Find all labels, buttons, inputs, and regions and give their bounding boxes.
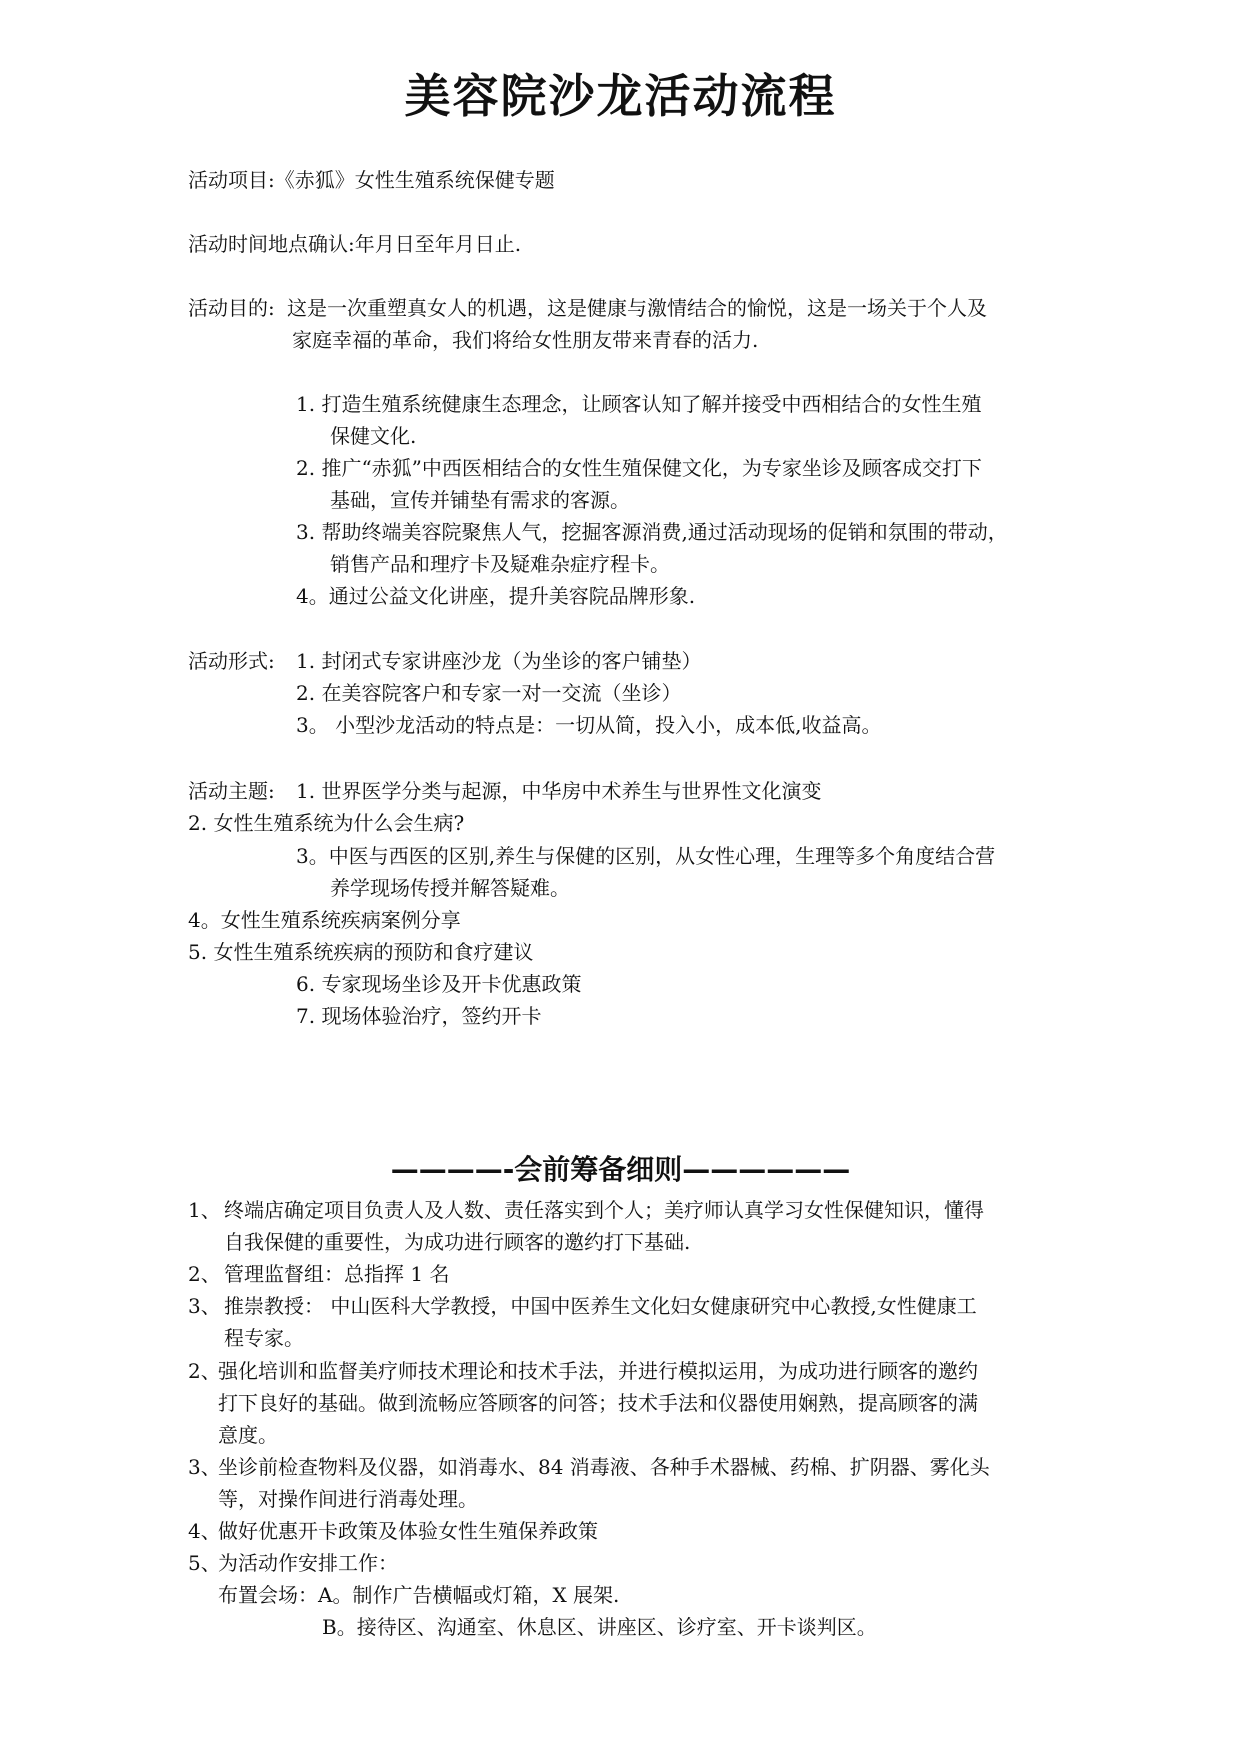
purpose-item-1: 1. 打造生殖系统健康生态理念，让顾客认知了解并接受中西相结合的女性生殖 xyxy=(296,392,982,416)
prep-item-num: 2、 xyxy=(188,1262,221,1286)
purpose-item-3: 3. 帮助终端美容院聚焦人气，挖掘客源消费,通过活动现场的促销和氛围的带动， xyxy=(296,520,1008,544)
prep-item-num: 2、 xyxy=(188,1359,221,1383)
theme-item-2: 2. 女性生殖系统为什么会生病? xyxy=(188,811,465,835)
theme-item-5: 5. 女性生殖系统疾病的预防和食疗建议 xyxy=(188,940,534,964)
theme-item-6: 6. 专家现场坐诊及开卡优惠政策 xyxy=(296,972,582,996)
prep-item-5: 坐诊前检查物料及仪器，如消毒水、84 消毒液、各种手术器械、药棉、扩阴器、雾化头 xyxy=(218,1455,990,1479)
prep-item-1: 终端店确定项目负责人及人数、责任落实到个人；美疗师认真学习女性保健知识，懂得 xyxy=(224,1198,984,1222)
prep-item-num: 3、 xyxy=(188,1294,221,1318)
theme-item-3: 3。中医与西医的区别,养生与保健的区别，从女性心理，生理等多个角度结合营 xyxy=(296,844,996,868)
purpose-item-2-cont: 基础，宣传并铺垫有需求的客源。 xyxy=(330,488,630,512)
venue-line-2: B。接待区、沟通室、休息区、讲座区、诊疗室、开卡谈判区。 xyxy=(322,1615,877,1639)
prep-item-4-cont: 意度。 xyxy=(218,1423,278,1447)
theme-item-1: 1. 世界医学分类与起源，中华房中术养生与世界性文化演变 xyxy=(296,779,822,803)
purpose-line-1: 这是一次重塑真女人的机遇，这是健康与激情结合的愉悦，这是一场关于个人及 xyxy=(287,296,987,320)
prep-item-4-cont: 打下良好的基础。做到流畅应答顾客的问答；技术手法和仪器使用娴熟，提高顾客的满 xyxy=(218,1391,978,1415)
page-title: 美容院沙龙活动流程 xyxy=(404,69,837,123)
form-label: 活动形式: xyxy=(188,649,275,673)
prep-item-3-cont: 程专家。 xyxy=(224,1326,304,1350)
prep-item-7: 为活动作安排工作： xyxy=(218,1551,398,1575)
venue-line-1: 布置会场：A。制作广告横幅或灯箱，X 展架. xyxy=(218,1583,620,1607)
purpose-line-2: 家庭幸福的革命，我们将给女性朋友带来青春的活力. xyxy=(292,328,759,352)
activity-time-place: 活动时间地点确认:年月日至年月日止. xyxy=(188,232,522,256)
theme-label: 活动主题: xyxy=(188,779,275,803)
prep-item-num: 1、 xyxy=(188,1198,221,1222)
form-item-1: 1. 封闭式专家讲座沙龙（为坐诊的客户铺垫） xyxy=(296,649,702,673)
prep-item-num: 3、 xyxy=(188,1455,221,1479)
theme-item-7: 7. 现场体验治疗，签约开卡 xyxy=(296,1004,542,1028)
theme-item-4: 4。女性生殖系统疾病案例分享 xyxy=(188,908,461,932)
purpose-item-4: 4。通过公益文化讲座，提升美容院品牌形象. xyxy=(296,584,696,608)
prep-item-2: 管理监督组：总指挥 1 名 xyxy=(224,1262,450,1286)
prep-item-1-cont: 自我保健的重要性，为成功进行顾客的邀约打下基础. xyxy=(224,1230,691,1254)
prep-item-num: 4、 xyxy=(188,1519,221,1543)
prep-item-4: 强化培训和监督美疗师技术理论和技术手法，并进行模拟运用，为成功进行顾客的邀约 xyxy=(218,1359,978,1383)
purpose-item-2: 2. 推广“赤狐”中西医相结合的女性生殖保健文化，为专家坐诊及顾客成交打下 xyxy=(296,456,982,480)
purpose-label: 活动目的: xyxy=(188,296,275,320)
prep-item-5-cont: 等，对操作间进行消毒处理。 xyxy=(218,1487,478,1511)
prep-item-6: 做好优惠开卡政策及体验女性生殖保养政策 xyxy=(218,1519,598,1543)
prep-item-num: 5、 xyxy=(188,1551,221,1575)
purpose-item-1-cont: 保健文化. xyxy=(330,424,417,448)
purpose-item-3-cont: 销售产品和理疗卡及疑难杂症疗程卡。 xyxy=(330,552,670,576)
prep-item-3: 推崇教授： 中山医科大学教授，中国中医养生文化妇女健康研究中心教授,女性健康工 xyxy=(224,1294,977,1318)
form-item-3: 3。 小型沙龙活动的特点是：一切从简，投入小，成本低,收益高。 xyxy=(296,713,882,737)
activity-project: 活动项目:《赤狐》女性生殖系统保健专题 xyxy=(188,168,555,192)
theme-item-3-cont: 养学现场传授并解答疑难。 xyxy=(330,876,570,900)
form-item-2: 2. 在美容院客户和专家一对一交流（坐诊） xyxy=(296,681,682,705)
prep-heading: ————-会前筹备细则—————— xyxy=(390,1153,851,1186)
